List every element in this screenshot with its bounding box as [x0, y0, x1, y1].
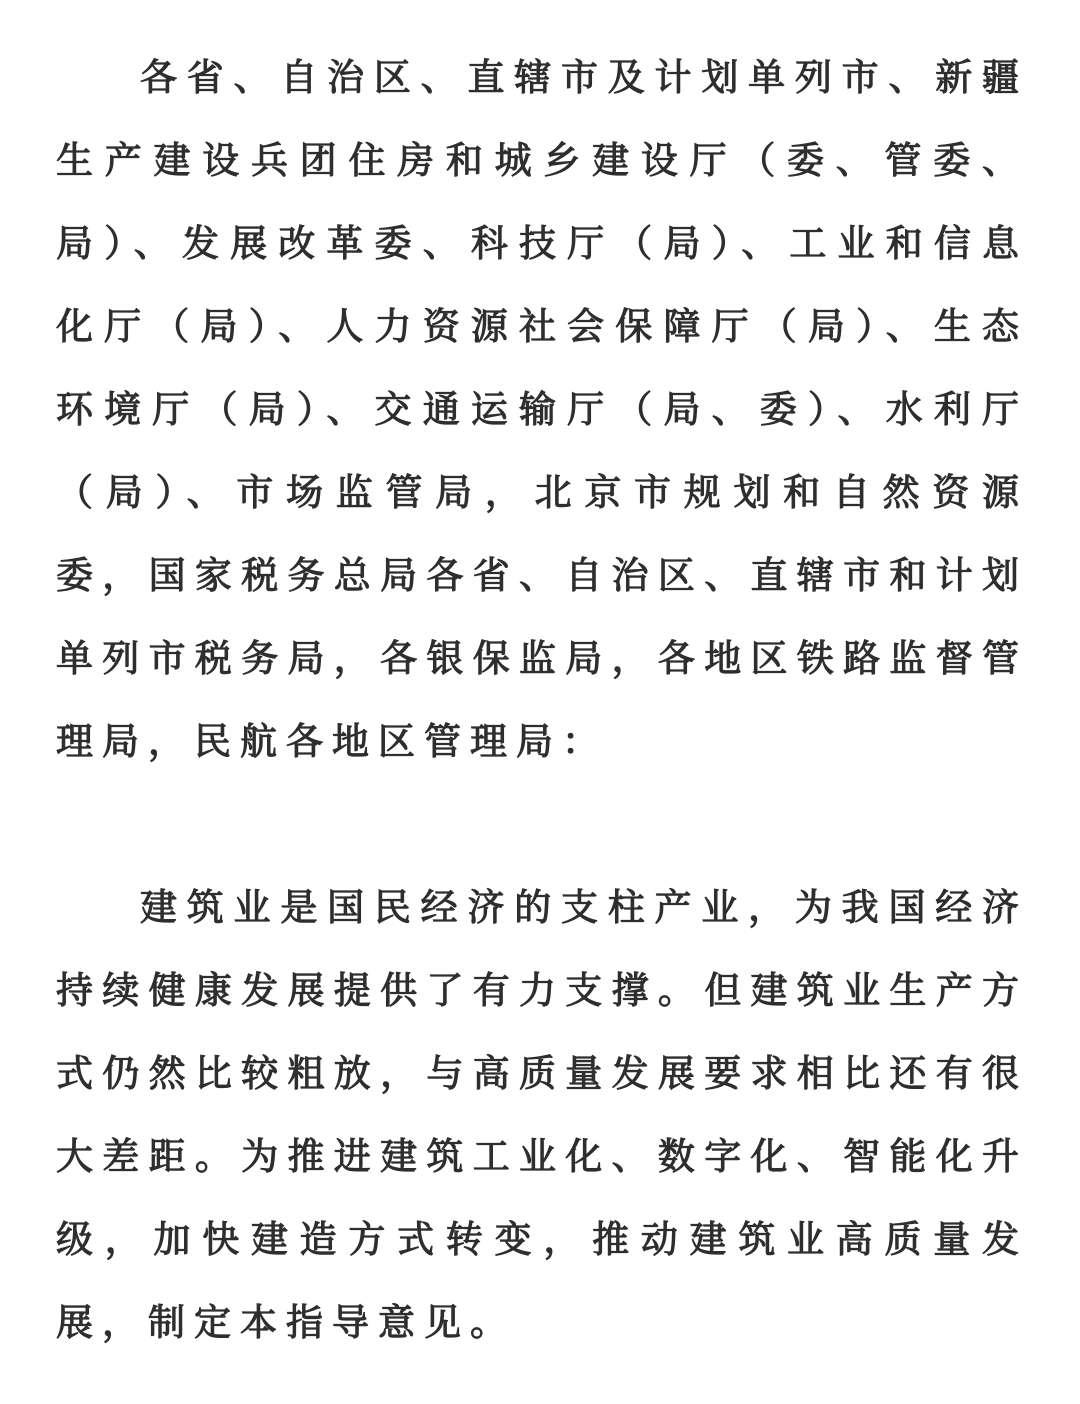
document-page: [56, 36, 1028, 1364]
addressee-paragraph: 各省、自治区、直辖市及计划单列市、新疆生产建设兵团住房和城乡建设厅（委、管委、局）、发展改革委、科技厅（局）、工业和信息化厅（局）、人力资源社会保障厅（局）、生态环境厅（局）、交通运输厅（局、委）、水利厅（局）、市场监管局，北京市规划和自然资源委，国家税务总局各省、自治区、直辖市和计划单列市税务局，各银保监局，各地区铁路监督管理局，民航各地区管理局：: [56, 55, 1028, 763]
body-paragraph: 建筑业是国民经济的支柱产业，为我国经济持续健康发展提供了有力支撑。但建筑业生产方式仍然比较粗放，与高质量发展要求相比还有很大差距。为推进建筑工业化、数字化、智能化升级，加快建造方式转变，推动建筑业高质量发展，制定本指导意见。: [56, 885, 1028, 1344]
paragraph-spacer: [56, 783, 1028, 866]
